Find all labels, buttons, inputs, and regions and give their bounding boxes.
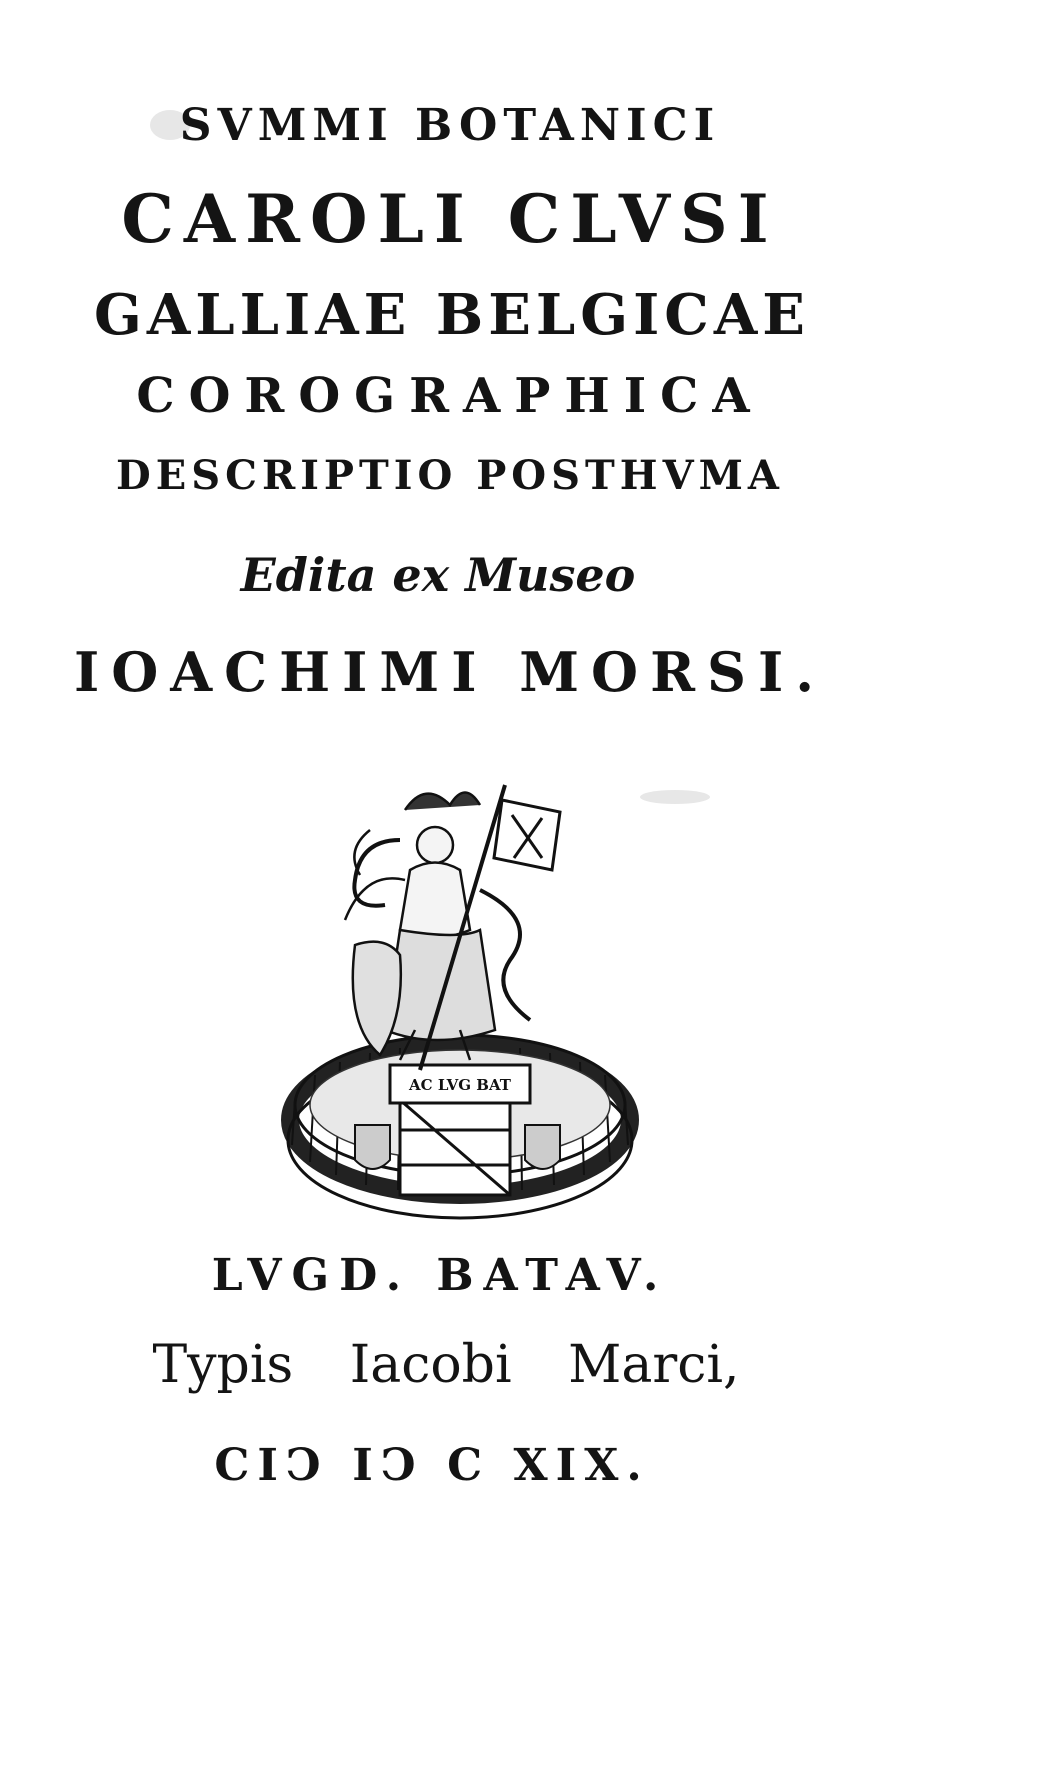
title-line-editor-name: IOACHIMI MORSI. [73,640,827,704]
title-line-author-name: CAROLI CLVSI [121,180,779,258]
imprint-printer: Typis Iacobi Marci, [152,1335,740,1395]
crossed-keys-flag [494,800,560,870]
gate [400,1100,510,1195]
imprint-year: CIↃ IↃ C XIX. [214,1440,650,1491]
title-line-corographica: COROGRAPHICA [136,368,764,424]
plinth-inscription: AC LVG BAT [409,1076,511,1094]
title-line-summi-botanici: SVMMI BOTANICI [179,100,721,151]
title-line-galliae-belgicae: GALLIAE BELGICAE [94,282,810,348]
title-line-edita-ex-museo: Edita ex Museo [240,548,636,602]
streamer [354,840,400,906]
left-shield-icon [355,1125,390,1169]
title-line-descriptio: DESCRIPTIO POSTHVMA [116,452,784,499]
paper-smudge [640,790,710,804]
printers-device-emblem [280,770,640,1220]
imprint-place: LVGD. BATAV. [211,1250,669,1301]
lion-shield-icon [353,942,401,1055]
right-shield-icon [525,1125,560,1169]
